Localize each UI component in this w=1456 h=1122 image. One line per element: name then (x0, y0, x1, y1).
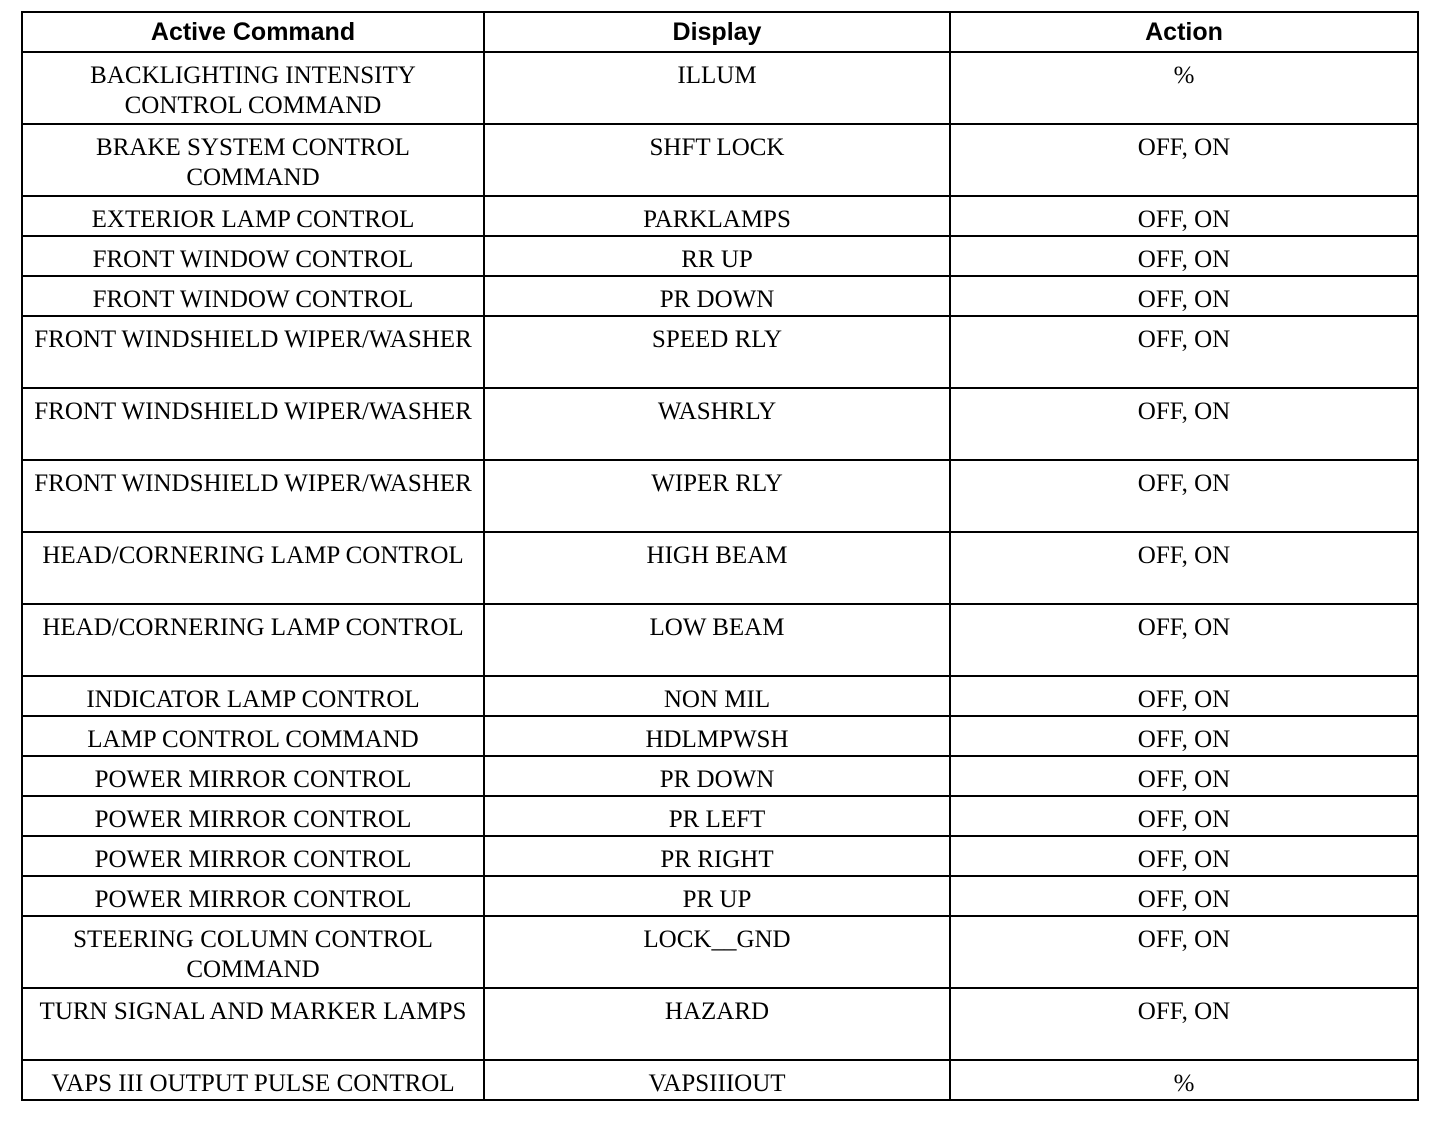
cell-display: PR UP (484, 876, 950, 916)
table-row (22, 836, 1418, 876)
table-row (22, 236, 1418, 276)
cell-display: HDLMPWSH (484, 716, 950, 756)
cell-action: OFF, ON (950, 196, 1418, 236)
cell-active-command: FRONT WINDSHIELD WIPER/WASHER (22, 460, 484, 532)
cell-action: OFF, ON (950, 604, 1418, 676)
table-row (22, 196, 1418, 236)
cell-display: HAZARD (484, 988, 950, 1060)
cell-action: OFF, ON (950, 236, 1418, 276)
cell-active-command: FRONT WINDSHIELD WIPER/WASHER (22, 316, 484, 388)
cell-action: OFF, ON (950, 316, 1418, 388)
cell-action: OFF, ON (950, 756, 1418, 796)
header-active-command: Active Command (22, 12, 484, 52)
cell-action: OFF, ON (950, 124, 1418, 196)
cell-active-command: LAMP CONTROL COMMAND (22, 716, 484, 756)
cell-active-command: INDICATOR LAMP CONTROL (22, 676, 484, 716)
table-row (22, 676, 1418, 716)
table-row (22, 916, 1418, 988)
cell-display: PARKLAMPS (484, 196, 950, 236)
table-row (22, 460, 1418, 532)
cell-display: PR DOWN (484, 276, 950, 316)
cell-display: PR DOWN (484, 756, 950, 796)
cell-display: SHFT LOCK (484, 124, 950, 196)
cell-active-command: TURN SIGNAL AND MARKER LAMPS (22, 988, 484, 1060)
cell-active-command: POWER MIRROR CONTROL (22, 796, 484, 836)
cell-action: OFF, ON (950, 532, 1418, 604)
cell-display: PR RIGHT (484, 836, 950, 876)
command-table-container (21, 11, 1417, 1101)
table-row (22, 876, 1418, 916)
table-row (22, 388, 1418, 460)
cell-display: HIGH BEAM (484, 532, 950, 604)
cell-display: PR LEFT (484, 796, 950, 836)
cell-display: RR UP (484, 236, 950, 276)
cell-action: OFF, ON (950, 796, 1418, 836)
cell-active-command: HEAD/CORNERING LAMP CONTROL (22, 604, 484, 676)
table-row (22, 1060, 1418, 1100)
cell-active-command: FRONT WINDSHIELD WIPER/WASHER (22, 388, 484, 460)
table-row (22, 276, 1418, 316)
cell-display: WIPER RLY (484, 460, 950, 532)
cell-active-command: BACKLIGHTING INTENSITY CONTROL COMMAND (22, 52, 484, 124)
cell-active-command: POWER MIRROR CONTROL (22, 876, 484, 916)
table-row (22, 716, 1418, 756)
active-command-table (21, 11, 1419, 1101)
cell-active-command: POWER MIRROR CONTROL (22, 756, 484, 796)
cell-active-command: BRAKE SYSTEM CONTROL COMMAND (22, 124, 484, 196)
cell-active-command: FRONT WINDOW CONTROL (22, 276, 484, 316)
cell-display: LOW BEAM (484, 604, 950, 676)
cell-active-command: EXTERIOR LAMP CONTROL (22, 196, 484, 236)
table-row (22, 316, 1418, 388)
table-body (22, 52, 1418, 1100)
cell-active-command: VAPS III OUTPUT PULSE CONTROL (22, 1060, 484, 1100)
cell-action: OFF, ON (950, 388, 1418, 460)
cell-action: OFF, ON (950, 676, 1418, 716)
cell-display: SPEED RLY (484, 316, 950, 388)
header-display: Display (484, 12, 950, 52)
cell-active-command: POWER MIRROR CONTROL (22, 836, 484, 876)
table-row (22, 796, 1418, 836)
cell-active-command: FRONT WINDOW CONTROL (22, 236, 484, 276)
table-row (22, 604, 1418, 676)
cell-action: OFF, ON (950, 276, 1418, 316)
cell-action: % (950, 1060, 1418, 1100)
cell-action: OFF, ON (950, 460, 1418, 532)
table-row (22, 532, 1418, 604)
table-row (22, 124, 1418, 196)
cell-display: WASHRLY (484, 388, 950, 460)
cell-display: VAPSIIIOUT (484, 1060, 950, 1100)
table-row (22, 756, 1418, 796)
cell-action: OFF, ON (950, 876, 1418, 916)
cell-action: OFF, ON (950, 916, 1418, 988)
cell-action: OFF, ON (950, 988, 1418, 1060)
cell-active-command: HEAD/CORNERING LAMP CONTROL (22, 532, 484, 604)
cell-display: ILLUM (484, 52, 950, 124)
cell-action: OFF, ON (950, 836, 1418, 876)
cell-action: % (950, 52, 1418, 124)
cell-display: LOCK__GND (484, 916, 950, 988)
header-row (22, 12, 1418, 52)
cell-action: OFF, ON (950, 716, 1418, 756)
table-row (22, 52, 1418, 124)
cell-display: NON MIL (484, 676, 950, 716)
cell-active-command: STEERING COLUMN CONTROL COMMAND (22, 916, 484, 988)
header-action: Action (950, 12, 1418, 52)
table-row (22, 988, 1418, 1060)
